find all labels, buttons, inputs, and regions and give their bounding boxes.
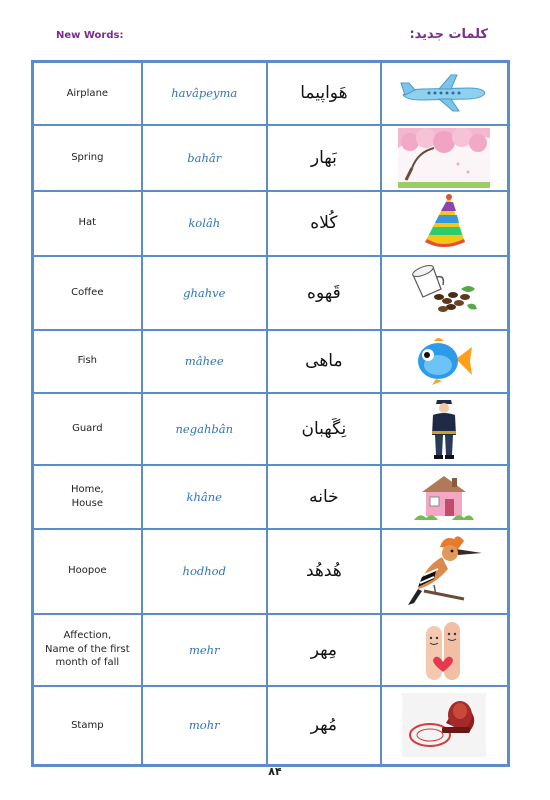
persian-word: هُدهُد: [267, 529, 381, 614]
persian-word: مِهر: [267, 614, 381, 686]
picture-cell: [381, 465, 509, 529]
table-row: [33, 465, 509, 529]
table-row: [33, 191, 509, 256]
table-row: [33, 256, 509, 330]
transliteration: khâne: [142, 465, 267, 529]
transliteration: havâpeyma: [142, 62, 267, 125]
persian-word: نِگَهبان: [267, 393, 381, 465]
fingers-heart-icon: [418, 620, 470, 680]
persian-word: هَواپیما: [267, 62, 381, 125]
vocabulary-table: [31, 60, 510, 767]
coffee-cup-icon: [409, 263, 479, 323]
guard-icon: [427, 397, 461, 461]
fish-icon: [414, 335, 474, 387]
english-word: Stamp: [33, 686, 142, 766]
english-word: Fish: [33, 330, 142, 393]
transliteration: mehr: [142, 614, 267, 686]
table-row: [33, 686, 509, 766]
picture-cell: [381, 686, 509, 766]
transliteration: ghahve: [142, 256, 267, 330]
persian-word: خانه: [267, 465, 381, 529]
page-number: ۸۴: [268, 765, 282, 778]
transliteration: bahâr: [142, 125, 267, 191]
picture-cell: [381, 393, 509, 465]
transliteration: kolâh: [142, 191, 267, 256]
persian-word: کُلاه: [267, 191, 381, 256]
new-words-heading: New Words:: [56, 30, 124, 41]
picture-cell: [381, 191, 509, 256]
persian-word: مُهر: [267, 686, 381, 766]
picture-cell: [381, 529, 509, 614]
table-row: [33, 529, 509, 614]
airplane-icon: [399, 73, 489, 113]
house-icon: [412, 472, 476, 522]
party-hat-icon: [419, 194, 469, 252]
english-word: Airplane: [33, 62, 142, 125]
english-word: Hoopoe: [33, 529, 142, 614]
english-word: Guard: [33, 393, 142, 465]
persian-word: بَهار: [267, 125, 381, 191]
transliteration: mohr: [142, 686, 267, 766]
persian-word: ماهی: [267, 330, 381, 393]
english-word: Affection, Name of the first month of fall: [33, 614, 142, 686]
transliteration: hodhod: [142, 529, 267, 614]
picture-cell: [381, 330, 509, 393]
picture-cell: [381, 125, 509, 191]
hoopoe-bird-icon: [404, 533, 484, 609]
table-row: [33, 62, 509, 125]
table-row: [33, 393, 509, 465]
persian-word: قَهوه: [267, 256, 381, 330]
transliteration: mâhee: [142, 330, 267, 393]
cherry-blossom-icon: [398, 128, 490, 188]
english-word: Spring: [33, 125, 142, 191]
stamp-icon: [402, 693, 486, 757]
table-row: [33, 125, 509, 191]
english-word: Hat: [33, 191, 142, 256]
table-row: [33, 614, 509, 686]
transliteration: negahbân: [142, 393, 267, 465]
picture-cell: [381, 614, 509, 686]
picture-cell: [381, 256, 509, 330]
new-words-heading-persian: کلمات جدید:: [409, 27, 488, 42]
english-word: Home, House: [33, 465, 142, 529]
english-word: Coffee: [33, 256, 142, 330]
table-row: [33, 330, 509, 393]
picture-cell: [381, 62, 509, 125]
